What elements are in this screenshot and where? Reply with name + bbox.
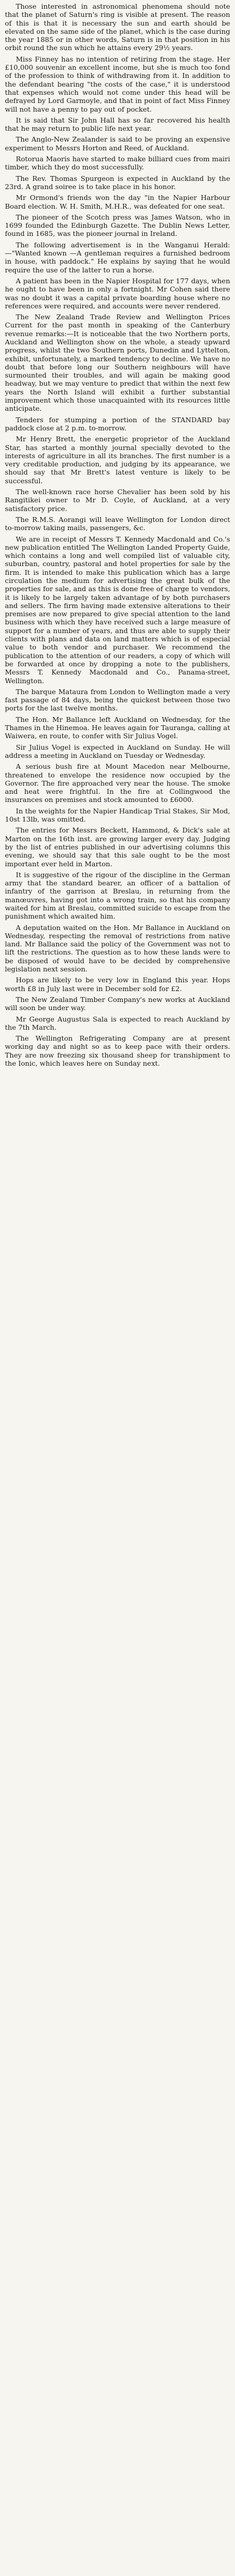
- news-paragraph: Rotorua Maoris have started to make billiard cues from mairi timber, which they do most successfully.: [5, 155, 230, 172]
- news-paragraph: Hops are likely to be very low in England this year. Hops worth £8 in July last were in December sold for £2.: [5, 976, 230, 993]
- news-paragraph: The pioneer of the Scotch press was James Watson, who in 1699 founded the Edinburgh Gazette. The Dublin News Letter, found in 1685, was the pioneer journal in Ireland.: [5, 212, 230, 238]
- news-paragraph: It is said that Sir John Hall has so far recovered his health that he may return to public life next year.: [5, 116, 230, 133]
- news-paragraph: We are in receipt of Messrs T. Kennedy Macdonald and Co.'s new publication entitled The Wellington Landed Property Guide, which contains a long and well compiled list of valuable city, suburban, country, pastoral and hotel properties for sale by the firm. It is intended to make this publication which has a large circulation the medium for advertising the great bulk of the properties for sale, and as this is done free of charge to vendors, it is likely to be largely taken advantage of by both purchasers and sellers. The firm having made extensive alterations to their premises are now prepared to give special attention to the land business with which they have received such a large measure of support for a number of years, and thus are able to supply their clients with plans and data on land matters which is of especial value to both vendor and purchaser. We recommend the publication to the attention of our readers, a copy of which will be forwarded at once by dropping a note to the publishers, Messrs T. Kennedy Macdonald and Co., Panama-street, Wellington.: [5, 534, 230, 685]
- news-paragraph: The following advertisement is in the Wanganui Herald:—"Wanted known —A gentleman requires a furnished bedroom in house, with paddock." He explains by saying that he would require the use of the latter to run a horse.: [5, 240, 230, 274]
- news-paragraph: Those interested in astronomical phenomena should note that the planet of Saturn's ring is visible at present. The reason of this is that it is necessary the sun and earth should be elevated on the same side of the planet, which is the case during the year 1885 or in other words, Saturn is in that position in his orbit round the sun which he attains every 29½ years.: [5, 2, 230, 52]
- news-paragraph: Mr Ormond's friends won the day "in the Napier Harbour Board election. W. H. Smith, M.H.R., was defeated for one seat.: [5, 193, 230, 210]
- news-paragraph: The Wellington Refrigerating Company are at present working day and night so as to keep pace with their orders. They are now freezing six thousand sheep for transhipment to the Ionic, which leaves here on Sunday next.: [5, 1034, 230, 1068]
- news-paragraph: Tenders for stumping a portion of the STANDARD bay paddock close at 2 p.m. to-morrow.: [5, 415, 230, 432]
- news-paragraph: The Hon. Mr Ballance left Auckland on Wednesday, for the Thames in the Hinemoa. He leaves again for Tauranga, calling at Waiwera, en route, to confer with Sir Julius Vogel.: [5, 715, 230, 740]
- news-paragraph: Mr George Augustus Sala is expected to reach Auckland by the 7th March.: [5, 1014, 230, 1031]
- news-paragraph: Sir Julius Vogel is expected in Auckland on Sunday. He will address a meeting in Auckland on Tuesday or Wednesday.: [5, 743, 230, 760]
- news-paragraph: Mr Henry Brett, the energetic proprietor of the Auckland Star, has started a monthly journal specially devoted to the interests of agriculture in all its branches. The first number is a very creditable production, and judging by its appearance, we should say that Mr Brett's latest venture is likely to be successful.: [5, 435, 230, 485]
- news-paragraph: A serious bush fire at Mount Macedon near Melbourne, threatened to envelope the residence now occupied by the Governor. The fire approached very near the house. The smoke and heat were frightful. In the fire at Collingwood the insurances on premises and stock amounted to £6000.: [5, 762, 230, 804]
- news-paragraph: The R.M.S. Aorangi will leave Wellington for London direct to-morrow taking mails, passengers, &c.: [5, 515, 230, 532]
- news-paragraph: The New Zealand Trade Review and Wellington Prices Current for the past month in speaking of the Canterbury revenue remarks:—It is noticeable that the two Northern ports, Auckland and Wellington show on the whole, a steady upward progress, whilst the two Southern ports, Dunedin and Lyttelton, exhibit, unfortunately, a marked tendency to decline. We have no doubt that before long our Southern neighbours will have surmounted their troubles, and will again be making good headway, but we may venture to predict that within the next few years the North Island will exhibit a further substantial improvement which those unacquainted with its resources little anticipate.: [5, 313, 230, 413]
- news-paragraph: The barque Mataura from London to Wellington made a very fast passage of 84 days, being the quickest between those two ports for the last twelve months.: [5, 687, 230, 713]
- news-paragraph: It is suggestive of the rigour of the discipline in the German army that the standard bearer, an officer of a battalion of infantry of the garrison at Breslau, in returning from the manœuvres, having got into a wrong train, so that his company waited for him at Breslau, committed suicide to escape from the punishment which awaited him.: [5, 870, 230, 921]
- news-paragraph: The well-known race horse Chevalier has been sold by his Rangitikei owner to Mr D. Coyle, of Auckland, at a very satisfactory price.: [5, 488, 230, 513]
- news-paragraph: A deputation waited on the Hon. Mr Ballance in Auckland on Wednesday, respecting the removal of restrictions from native land. Mr Ballance said the policy of the Government was not to lift the restrictions. The question as to how these lands were to be disposed of would have to be decided by comprehensive legislation next session.: [5, 923, 230, 974]
- news-paragraph: The Rev. Thomas Spurgeon is expected in Auckland by the 23rd. A grand soiree is to take place in his honor.: [5, 174, 230, 191]
- news-paragraph: The New Zealand Timber Company's new works at Auckland will soon be under way.: [5, 995, 230, 1012]
- news-paragraph: The Anglo-New Zealander is said to be proving an expensive experiment to Messrs Horton and Reed, of Auckland.: [5, 135, 230, 152]
- news-paragraph: The entries for Messrs Beckett, Hammond, & Dick's sale at Marton on the 16th inst. are growing larger every day. Judging by the list of entries published in our advertising columns this evening, we should say that this sale ought to be the most important ever held in Marton.: [5, 826, 230, 868]
- news-paragraph: A patient has been in the Napier Hospital for 177 days, when he ought to have been in only a fortnight. Mr Cohen said there was no doubt it was a capital private boarding house where no references were required, and accounts were never rendered.: [5, 276, 230, 310]
- news-paragraph: In the weights for the Napier Handicap Trial Stakes, Sir Mod, 10st 13lb, was omitted.: [5, 806, 230, 824]
- news-paragraph: Miss Finney has no intention of retiring from the stage. Her £10,000 souvenir an excellent income, but she is much too fond of the profession to think of withdrawing from it. In addition to the defendant bearing "the costs of the case," it is understood that expenses which would not come under this head will be defrayed by Lord Garmoyle, and that in point of fact Miss Finney will not have a penny to pay out of pocket.: [5, 54, 230, 113]
